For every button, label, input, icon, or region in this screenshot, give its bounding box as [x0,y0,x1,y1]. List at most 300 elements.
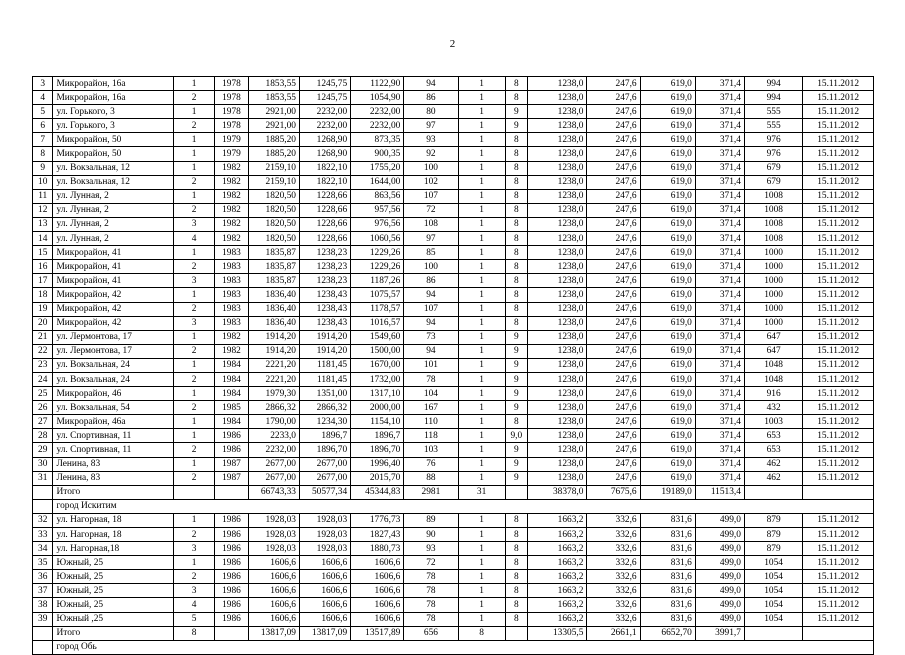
cell-floors: 8 [505,302,528,316]
cell-row-index: 15 [33,246,53,260]
cell-area-other: 1500,00 [351,344,404,358]
cell-cost-local: 371,4 [695,189,744,203]
cell-cost-regional: 831,6 [640,584,695,598]
cell-area-living: 2677,00 [299,457,350,471]
cell-section: 3 [174,217,215,231]
cell-area-other: 1075,57 [351,288,404,302]
cell-year: 1979 [215,133,249,147]
table-row [33,330,874,344]
cell-area-living: 1606,6 [299,570,350,584]
cell-house-id: 462 [744,457,802,471]
cell-house-id: 679 [744,161,802,175]
cell-year: 1986 [215,443,249,457]
cell-residents: 97 [404,232,458,246]
table-row [33,556,874,570]
cell-cost-total: 1238,0 [528,175,587,189]
cell-cost-regional: 619,0 [640,316,695,330]
cell-cost-total: 1663,2 [528,598,587,612]
cell-area-total: 1606,6 [248,612,299,626]
cell-cost-total: 1238,0 [528,274,587,288]
cell-date: 15.11.2012 [803,147,874,161]
cell-count: 1 [458,598,505,612]
cell-address: ул. Нагорная,18 [53,542,174,556]
cell-date: 15.11.2012 [803,528,874,542]
cell-residents: 88 [404,471,458,485]
cell-address: ул. Вокзальная, 12 [53,161,174,175]
cell-year: 1984 [215,358,249,372]
cell-cost-local: 371,4 [695,274,744,288]
cell-area-other: 1154,10 [351,415,404,429]
cell-area-other: 1732,00 [351,372,404,386]
table-row [33,246,874,260]
cell-area-other: 1549,60 [351,330,404,344]
total-row [33,485,874,499]
cell-area-living: 2232,00 [299,105,350,119]
cell-area-other: 976,56 [351,217,404,231]
table-row [33,570,874,584]
cell-count: 1 [458,471,505,485]
cell-section [174,485,215,499]
cell-section: 1 [174,133,215,147]
cell-cost-local: 371,4 [695,105,744,119]
cell-house-id: 679 [744,175,802,189]
cell-area-living: 1822,10 [299,175,350,189]
cell-floors: 8 [505,175,528,189]
cell-area-total: 2159,10 [248,161,299,175]
cell-row-index: 3 [33,77,53,91]
cell-year: 1984 [215,387,249,401]
cell-residents: 656 [404,626,458,640]
cell-date: 15.11.2012 [803,401,874,415]
cell-residents: 93 [404,542,458,556]
cell-cost-total: 1238,0 [528,232,587,246]
cell-residents: 107 [404,302,458,316]
cell-area-total: 1606,6 [248,570,299,584]
cell-cost-regional: 619,0 [640,105,695,119]
cell-residents: 78 [404,598,458,612]
cell-row-index: 33 [33,528,53,542]
table-row [33,161,874,175]
cell-floors: 8 [505,598,528,612]
cell-cost-regional: 831,6 [640,542,695,556]
cell-year: 1983 [215,274,249,288]
cell-address: Микрорайон, 16а [53,77,174,91]
cell-cost-federal: 247,6 [587,189,640,203]
section-index-cell [33,499,53,513]
page-number: 2 [449,38,456,50]
cell-cost-local: 371,4 [695,77,744,91]
cell-cost-federal: 247,6 [587,175,640,189]
cell-cost-regional: 619,0 [640,415,695,429]
cell-area-other: 2232,00 [351,119,404,133]
cell-date: 15.11.2012 [803,203,874,217]
cell-row-index: 34 [33,542,53,556]
cell-section: 1 [174,513,215,527]
cell-section: 2 [174,119,215,133]
cell-address: ул. Вокзальная, 54 [53,401,174,415]
cell-year: 1978 [215,77,249,91]
cell-address: Микрорайон, 16а [53,91,174,105]
cell-house-id: 1054 [744,584,802,598]
cell-cost-total: 1238,0 [528,217,587,231]
cell-residents: 103 [404,443,458,457]
cell-address: ул. Лунная, 2 [53,232,174,246]
cell-address: Микрорайон, 50 [53,147,174,161]
cell-cost-federal: 247,6 [587,105,640,119]
cell-section: 2 [174,260,215,274]
cell-floors: 9 [505,471,528,485]
cell-count: 1 [458,232,505,246]
cell-floors: 8 [505,316,528,330]
cell-cost-total: 1238,0 [528,358,587,372]
cell-floors: 8 [505,217,528,231]
cell-address: ул. Спортивная, 11 [53,429,174,443]
cell-cost-total: 1238,0 [528,147,587,161]
cell-section: 1 [174,387,215,401]
cell-cost-local: 371,4 [695,232,744,246]
cell-area-total: 2159,10 [248,175,299,189]
cell-year: 1978 [215,91,249,105]
cell-row-index: 23 [33,358,53,372]
cell-row-index: 20 [33,316,53,330]
cell-count: 1 [458,105,505,119]
cell-floors: 8 [505,542,528,556]
cell-date: 15.11.2012 [803,457,874,471]
cell-residents: 94 [404,316,458,330]
cell-residents: 94 [404,288,458,302]
cell-cost-federal: 332,6 [587,528,640,542]
cell-date: 15.11.2012 [803,217,874,231]
cell-address: Ленина, 83 [53,471,174,485]
cell-floors: 8 [505,246,528,260]
cell-floors: 9 [505,358,528,372]
cell-date [803,626,874,640]
table-row [33,260,874,274]
cell-address: ул. Лермонтова, 17 [53,330,174,344]
cell-cost-federal: 247,6 [587,401,640,415]
table-row [33,598,874,612]
table-row [33,358,874,372]
cell-area-other: 1606,6 [351,570,404,584]
cell-area-total: 1820,50 [248,217,299,231]
cell-cost-local: 371,4 [695,443,744,457]
cell-cost-federal: 247,6 [587,316,640,330]
cell-area-living: 1896,70 [299,443,350,457]
cell-year: 1987 [215,457,249,471]
cell-floors: 8 [505,612,528,626]
cell-year: 1986 [215,429,249,443]
cell-cost-federal: 247,6 [587,387,640,401]
cell-section: 2 [174,203,215,217]
cell-count: 1 [458,415,505,429]
cell-cost-total: 1238,0 [528,105,587,119]
cell-section: 2 [174,175,215,189]
cell-area-total: 1606,6 [248,556,299,570]
cell-area-total: 1835,87 [248,274,299,288]
cell-floors: 8 [505,189,528,203]
cell-date: 15.11.2012 [803,542,874,556]
cell-address: ул. Спортивная, 11 [53,443,174,457]
cell-cost-total: 1238,0 [528,189,587,203]
cell-area-total: 1836,40 [248,316,299,330]
cell-count: 1 [458,358,505,372]
cell-area-total: 2221,20 [248,358,299,372]
cell-area-total: 1820,50 [248,203,299,217]
cell-area-total: 2866,32 [248,401,299,415]
cell-house-id: 1054 [744,612,802,626]
cell-year: 1986 [215,570,249,584]
cell-house-id: 1008 [744,189,802,203]
cell-row-index: 24 [33,372,53,386]
cell-date: 15.11.2012 [803,161,874,175]
cell-section: 2 [174,401,215,415]
cell-floors: 8 [505,260,528,274]
cell-area-living: 1228,66 [299,189,350,203]
cell-cost-local: 499,0 [695,598,744,612]
cell-house-id: 976 [744,133,802,147]
cell-cost-total: 1238,0 [528,330,587,344]
cell-date: 15.11.2012 [803,260,874,274]
cell-cost-federal: 247,6 [587,217,640,231]
total-row [33,626,874,640]
cell-cost-regional: 619,0 [640,232,695,246]
cell-date: 15.11.2012 [803,513,874,527]
cell-residents: 78 [404,584,458,598]
cell-residents: 86 [404,91,458,105]
cell-residents: 76 [404,457,458,471]
cell-residents: 97 [404,119,458,133]
cell-address: ул. Лунная, 2 [53,189,174,203]
cell-area-living: 1238,23 [299,246,350,260]
cell-year: 1986 [215,513,249,527]
cell-house-id: 1000 [744,274,802,288]
cell-section: 1 [174,415,215,429]
cell-cost-federal: 247,6 [587,471,640,485]
cell-cost-regional: 619,0 [640,471,695,485]
cell-count: 1 [458,175,505,189]
cell-row-index: 37 [33,584,53,598]
cell-row-index: 9 [33,161,53,175]
cell-cost-federal: 247,6 [587,457,640,471]
cell-cost-local: 371,4 [695,358,744,372]
cell-count: 1 [458,133,505,147]
table-row [33,147,874,161]
cell-residents: 108 [404,217,458,231]
cell-area-living: 1606,6 [299,556,350,570]
cell-cost-regional: 619,0 [640,147,695,161]
cell-cost-federal: 247,6 [587,344,640,358]
table-row [33,542,874,556]
cell-address: Южный, 25 [53,598,174,612]
cell-area-living: 50577,34 [299,485,350,499]
cell-house-id: 1008 [744,203,802,217]
cell-section: 1 [174,189,215,203]
cell-cost-local: 371,4 [695,401,744,415]
cell-date: 15.11.2012 [803,330,874,344]
cell-cost-federal: 332,6 [587,542,640,556]
table-row [33,217,874,231]
cell-area-other: 1606,6 [351,598,404,612]
cell-year: 1983 [215,246,249,260]
cell-cost-federal: 332,6 [587,612,640,626]
cell-house-id: 879 [744,528,802,542]
cell-residents: 94 [404,344,458,358]
cell-area-total: 2921,00 [248,119,299,133]
cell-cost-federal: 247,6 [587,358,640,372]
cell-house-id: 1048 [744,372,802,386]
cell-year: 1983 [215,316,249,330]
cell-count: 31 [458,485,505,499]
cell-year: 1983 [215,260,249,274]
cell-row-index: 21 [33,330,53,344]
cell-address: ул. Нагорная, 18 [53,513,174,527]
table-row [33,401,874,415]
cell-row-index [33,485,53,499]
cell-row-index: 22 [33,344,53,358]
cell-floors: 8 [505,513,528,527]
cell-count: 1 [458,443,505,457]
cell-residents: 80 [404,105,458,119]
cell-residents: 85 [404,246,458,260]
cell-floors: 9 [505,387,528,401]
table-row [33,175,874,189]
cell-area-other: 1880,73 [351,542,404,556]
cell-section: 2 [174,91,215,105]
cell-section: 3 [174,542,215,556]
cell-house-id: 1003 [744,415,802,429]
cell-house-id: 879 [744,542,802,556]
cell-cost-local: 371,4 [695,119,744,133]
cell-year: 1982 [215,232,249,246]
cell-section: 5 [174,612,215,626]
cell-residents: 78 [404,372,458,386]
cell-cost-regional: 619,0 [640,457,695,471]
cell-section: 1 [174,147,215,161]
table-row [33,91,874,105]
cell-address: ул. Лунная, 2 [53,203,174,217]
cell-row-index: 26 [33,401,53,415]
cell-address: Микрорайон, 41 [53,260,174,274]
table-row [33,344,874,358]
cell-cost-local: 371,4 [695,457,744,471]
cell-floors: 9 [505,457,528,471]
cell-floors: 8 [505,77,528,91]
cell-house-id: 653 [744,429,802,443]
cell-date: 15.11.2012 [803,274,874,288]
cell-cost-total: 1663,2 [528,556,587,570]
cell-cost-local: 371,4 [695,344,744,358]
cell-cost-total: 1663,2 [528,513,587,527]
cell-cost-local: 371,4 [695,330,744,344]
cell-house-id: 647 [744,344,802,358]
cell-house-id: 1000 [744,260,802,274]
cell-residents: 94 [404,77,458,91]
cell-count: 1 [458,556,505,570]
table-row [33,133,874,147]
table-row [33,429,874,443]
cell-date: 15.11.2012 [803,288,874,302]
cell-date: 15.11.2012 [803,429,874,443]
cell-cost-regional: 831,6 [640,556,695,570]
cell-date [803,485,874,499]
cell-cost-local: 371,4 [695,415,744,429]
cell-row-index: 4 [33,91,53,105]
cell-house-id: 462 [744,471,802,485]
cell-count: 1 [458,612,505,626]
cell-address: ул. Вокзальная, 24 [53,372,174,386]
cell-section: 1 [174,457,215,471]
cell-date: 15.11.2012 [803,344,874,358]
cell-area-total: 1790,00 [248,415,299,429]
cell-date: 15.11.2012 [803,316,874,330]
cell-area-other: 1606,6 [351,612,404,626]
cell-area-living: 1238,43 [299,316,350,330]
cell-address: ул. Лермонтова, 17 [53,344,174,358]
cell-area-other: 1670,00 [351,358,404,372]
cell-area-living: 1238,23 [299,260,350,274]
table-row [33,457,874,471]
cell-address: Микрорайон, 46а [53,415,174,429]
cell-cost-regional: 619,0 [640,274,695,288]
table-row [33,232,874,246]
cell-address: ул. Лунная, 2 [53,217,174,231]
cell-area-living: 1914,20 [299,330,350,344]
cell-date: 15.11.2012 [803,556,874,570]
cell-residents: 93 [404,133,458,147]
cell-date: 15.11.2012 [803,443,874,457]
cell-cost-local: 371,4 [695,302,744,316]
cell-area-total: 1820,50 [248,232,299,246]
table-row [33,119,874,133]
cell-cost-regional: 619,0 [640,189,695,203]
cell-area-total: 1914,20 [248,344,299,358]
cell-floors: 9 [505,372,528,386]
cell-cost-federal: 247,6 [587,232,640,246]
cell-cost-total: 1238,0 [528,429,587,443]
cell-cost-regional: 619,0 [640,175,695,189]
table-row [33,443,874,457]
cell-area-total: 1853,55 [248,91,299,105]
cell-count: 1 [458,119,505,133]
cell-count: 1 [458,372,505,386]
cell-cost-total: 1238,0 [528,344,587,358]
cell-area-total: 2233,0 [248,429,299,443]
cell-house-id [744,485,802,499]
cell-year: 1978 [215,119,249,133]
cell-count: 1 [458,330,505,344]
cell-row-index: 12 [33,203,53,217]
cell-cost-local: 371,4 [695,161,744,175]
cell-cost-regional: 619,0 [640,161,695,175]
cell-area-other: 900,35 [351,147,404,161]
cell-floors [505,485,528,499]
cell-row-index: 16 [33,260,53,274]
cell-residents: 89 [404,513,458,527]
cell-address: ул. Нагорная, 18 [53,528,174,542]
cell-cost-total: 1238,0 [528,133,587,147]
cell-cost-federal: 332,6 [587,513,640,527]
cell-address: Микрорайон, 41 [53,246,174,260]
cell-count: 1 [458,203,505,217]
cell-area-other: 2015,70 [351,471,404,485]
cell-cost-regional: 19189,0 [640,485,695,499]
cell-cost-total: 1238,0 [528,443,587,457]
cell-cost-federal: 247,6 [587,274,640,288]
section-title: город Обь [53,640,874,654]
cell-cost-federal: 247,6 [587,77,640,91]
cell-cost-local: 371,4 [695,429,744,443]
cell-area-other: 1827,43 [351,528,404,542]
